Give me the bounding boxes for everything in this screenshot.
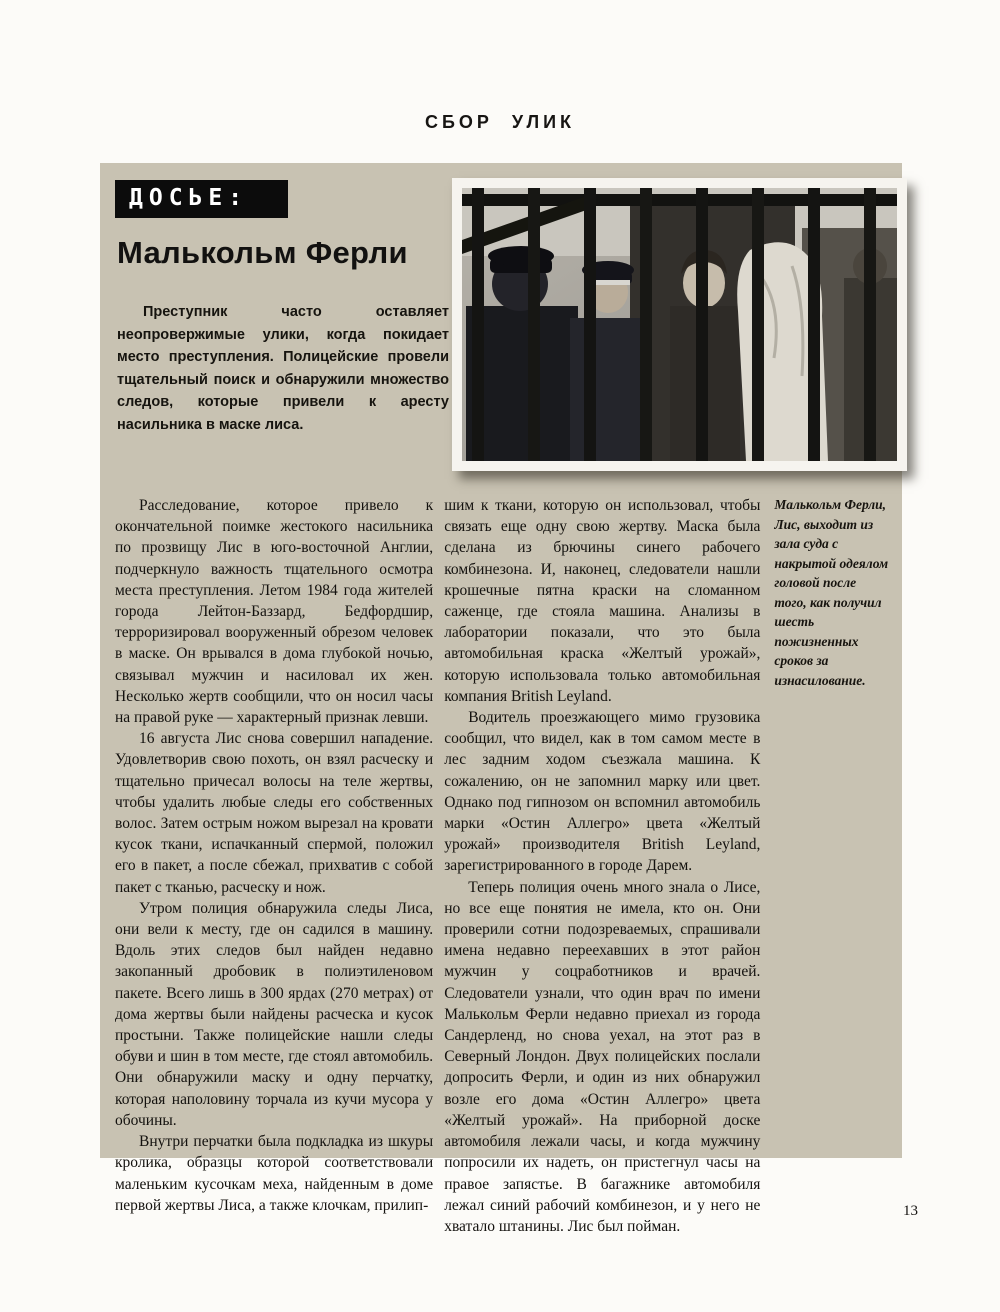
paragraph: Теперь полиция очень много знала о Лисе, но все еще понятия не имела, кто он. Они проверили сотни подозреваемых, спрашивали имена недавно переехавших в этот район мужчин у соцработников и врачей. Следователи узнали, что один врач по имени Малькольм Ферли недавно приехал из города Сандерленд, но снова уехал, на этот раз в Северный Лондон. Двух полицейских послали допросить Ферли, и один из них обнаружил возле его дома «Остин Аллегро» цвета «Желтый урожай». На приборной доске автомобиля лежали часы, и когда мужчину попросили их надеть, он пристегнул часы на правое запястье. В багажнике автомобиля лежал синий рабочий комбинезон, и у него не хватало штанины. Лис был пойман. [444, 878, 761, 1235]
paragraph: 16 августа Лис снова совершил нападение. Удовлетворив свою похоть, он взял расческу и тщательно причесал волосы на теле жертвы, чтобы удалить любые следы его собственных волос. Затем острым ножом вырезал на кровати кусок ткани, испачканный спермой, положил его в пакет, а после сбежал, прихватив с собой пакет с тканью, расческу и нож. [115, 730, 434, 896]
article-title: Малькольм Ферли [117, 235, 408, 270]
content-panel [100, 163, 902, 1235]
court-photo [452, 178, 907, 471]
photo-caption: Малькольм Ферли, Лис, выходит из зала суда с накрытой одеялом головой после того, как получил шесть пожизненных сроков за изнасилование. [774, 497, 889, 688]
paragraph: шим к ткани, которую он использовал, чтобы связать еще одну свою жертву. Маска была сделана из брючины синего рабочего комбинезона. И, наконец, следователи нашли крошечные пятна краски на сломанном саженце, где стояла машина. Анализы в лаборатории показали, что это была автомобильная краска «Желтый урожай», которую использовала только автомобильная компания British Leyland. [444, 497, 761, 705]
article-column-right [444, 495, 760, 1237]
paragraph: Водитель проезжающего мимо грузовика сообщил, что видел, как в том самом месте в лес задним ходом съезжала машина. К сожалению, он не запомнил марку или цвет. Однако под гипнозом он вспомнил автомобиль марки «Остин Аллегро» цвета «Желтый урожай» производителя British Leyland, зарегистрированного в городе Дарем. [444, 709, 761, 875]
paragraph: Расследование, которое привело к окончательной поимке жестокого насильника по прозвищу Лис в юго-восточной Англии, подчеркнуло важность тщательного осмотра места преступления. Летом 1984 года жителей города Лейтон-Баззард, Бедфордшир, терроризировал вооруженный обрезом человек в маске. Он врывался в дома глубокой ночью, связывал мужчин и насиловал их жен. Несколько жертв сообщили, что он носил часы на правой руке — характерный признак левши. [115, 497, 434, 727]
page-number: 13 [903, 1203, 918, 1219]
article-column-left [115, 495, 433, 1237]
paragraph: Утром полиция обнаружила следы Лиса, они вели к месту, где он садился в машину. Вдоль этих следов был найден недавно закопанный дробовик в полиэтиленовом пакете. Всего лишь в 300 ярдах (270 метрах) от дома жертвы были найдены расческа и кусок простыни. Также полицейские нашли следы обуви и шин в том месте, где стоял автомобиль. Они обнаружили маску и одну перчатку, которая наполовину торчала из кучи мусора у обочины. [115, 899, 434, 1129]
article-body [115, 495, 891, 1237]
court-photo-illustration [462, 188, 897, 461]
article-intro: Преступник часто оставляет неопровержимые улики, когда покидает место преступления. Полицейские провели тщательный поиск и обнаружили множество следов, которые привели к аресту насильника в маске лиса. [117, 304, 449, 433]
dossier-label: ДОСЬЕ: [115, 180, 288, 218]
paragraph: Внутри перчатки была подкладка из шкуры кролика, образцы которой соответствовали маленьким кусочкам меха, найденным в доме первой жертвы Лиса, а также клочкам, прилип- [115, 1133, 434, 1214]
section-header: СБОР УЛИК [424, 112, 575, 132]
